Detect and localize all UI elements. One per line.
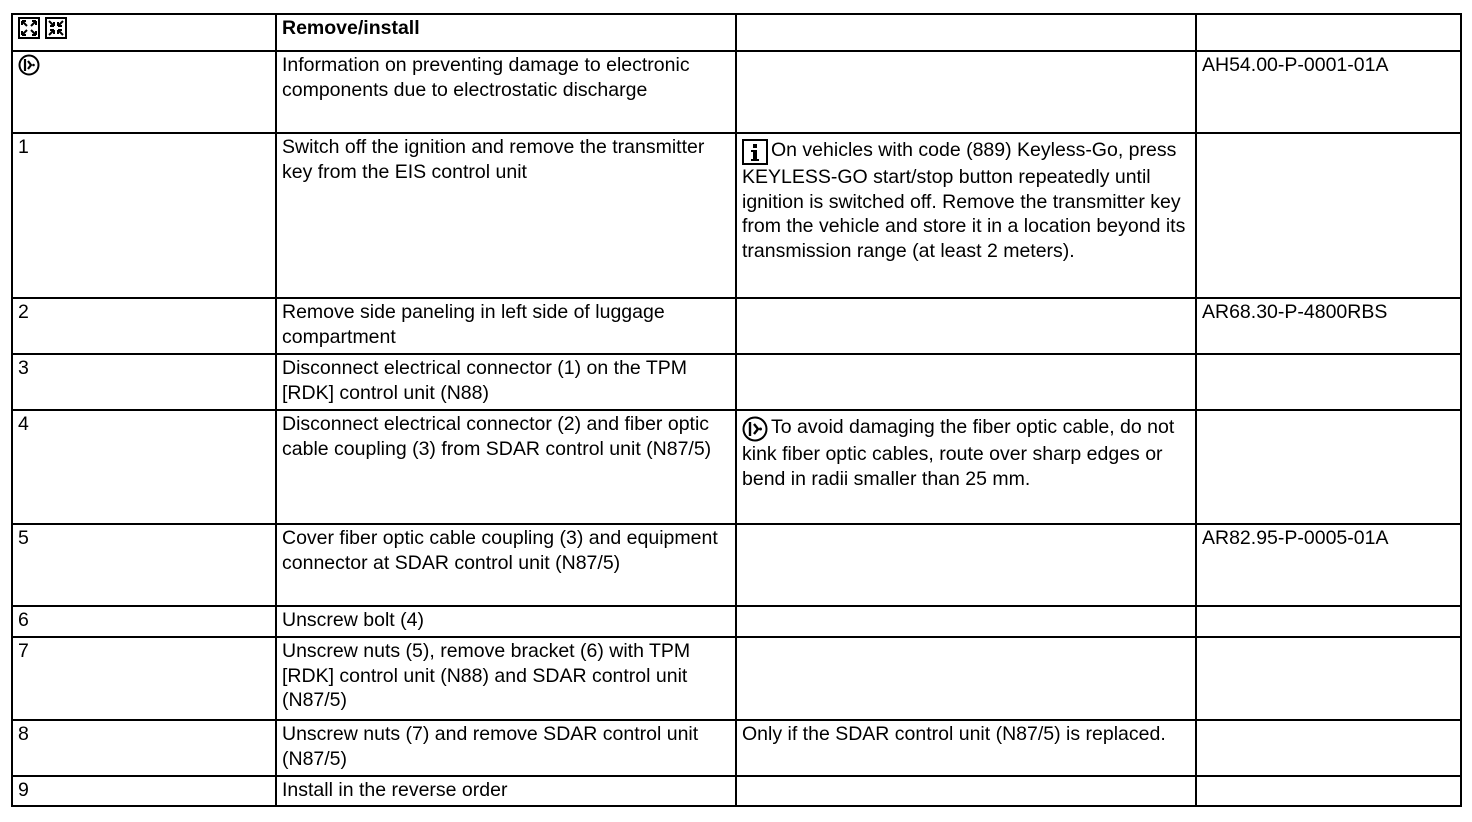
caution-icon <box>742 416 768 442</box>
step-ref-link[interactable] <box>1196 354 1461 410</box>
step-note <box>736 637 1196 720</box>
expand-icon[interactable] <box>18 17 40 39</box>
step-number: 7 <box>12 637 276 720</box>
step-number: 3 <box>12 354 276 410</box>
step-note <box>736 524 1196 606</box>
step-note-cell <box>736 133 1196 298</box>
step-text: Unscrew bolt (4) <box>276 606 736 637</box>
table-row <box>12 298 1461 354</box>
step-note: To avoid damaging the fiber optic cable, do not kink fiber optic cables, route over sharp edges or bend in radii smaller than 25 mm. <box>742 416 1175 490</box>
step-ref-link[interactable] <box>1196 776 1461 806</box>
step-ref-link[interactable] <box>1196 720 1461 776</box>
step-number: 9 <box>12 776 276 806</box>
step-text: Disconnect electrical connector (1) on the TPM [RDK] control unit (N88) <box>276 354 736 410</box>
step-ref-link[interactable]: AH54.00-P-0001-01A <box>1196 51 1461 133</box>
table-row <box>12 776 1461 806</box>
step-number: 8 <box>12 720 276 776</box>
step-ref-link[interactable] <box>1196 410 1461 524</box>
step-text: Unscrew nuts (7) and remove SDAR control unit (N87/5) <box>276 720 736 776</box>
step-note <box>736 606 1196 637</box>
header-note-cell <box>736 14 1196 51</box>
header-ref-cell <box>1196 14 1461 51</box>
table-row <box>12 133 1461 298</box>
procedure-table <box>11 13 1462 807</box>
table-row <box>12 606 1461 637</box>
step-note-cell <box>736 410 1196 524</box>
step-text: Information on preventing damage to electronic components due to electrostatic discharge <box>276 51 736 133</box>
step-ref-link[interactable]: AR82.95-P-0005-01A <box>1196 524 1461 606</box>
step-number: 5 <box>12 524 276 606</box>
step-text: Cover fiber optic cable coupling (3) and equipment connector at SDAR control unit (N87/5) <box>276 524 736 606</box>
esd-warning-icon <box>18 54 40 76</box>
step-note <box>736 298 1196 354</box>
header-icons-cell <box>12 14 276 51</box>
table-header-row <box>12 14 1461 51</box>
table-row <box>12 51 1461 133</box>
step-ref-link[interactable] <box>1196 133 1461 298</box>
step-cell <box>12 51 276 133</box>
table-row <box>12 720 1461 776</box>
step-text: Remove side paneling in left side of luggage compartment <box>276 298 736 354</box>
step-text: Install in the reverse order <box>276 776 736 806</box>
step-note: Only if the SDAR control unit (N87/5) is replaced. <box>736 720 1196 776</box>
step-note <box>736 776 1196 806</box>
info-icon <box>742 139 768 165</box>
step-number: 1 <box>12 133 276 298</box>
table-row <box>12 410 1461 524</box>
step-text: Unscrew nuts (5), remove bracket (6) with TPM [RDK] control unit (N88) and SDAR control unit (N87/5) <box>276 637 736 720</box>
table-row <box>12 524 1461 606</box>
step-note <box>736 51 1196 133</box>
step-text: Disconnect electrical connector (2) and fiber optic cable coupling (3) from SDAR control unit (N87/5) <box>276 410 736 524</box>
step-number: 4 <box>12 410 276 524</box>
header-title: Remove/install <box>276 14 736 51</box>
step-number: 2 <box>12 298 276 354</box>
collapse-icon[interactable] <box>45 17 67 39</box>
step-text: Switch off the ignition and remove the transmitter key from the EIS control unit <box>276 133 736 298</box>
table-row <box>12 354 1461 410</box>
table-row <box>12 637 1461 720</box>
step-note: On vehicles with code (889) Keyless-Go, press KEYLESS-GO start/stop button repeatedly until ignition is switched off. Remove the transmitter key from the vehicle and store it in a location beyond its transmission range (at least 2 meters). <box>742 139 1186 263</box>
step-ref-link[interactable] <box>1196 637 1461 720</box>
step-note <box>736 354 1196 410</box>
step-ref-link[interactable] <box>1196 606 1461 637</box>
step-number: 6 <box>12 606 276 637</box>
step-ref-link[interactable]: AR68.30-P-4800RBS <box>1196 298 1461 354</box>
